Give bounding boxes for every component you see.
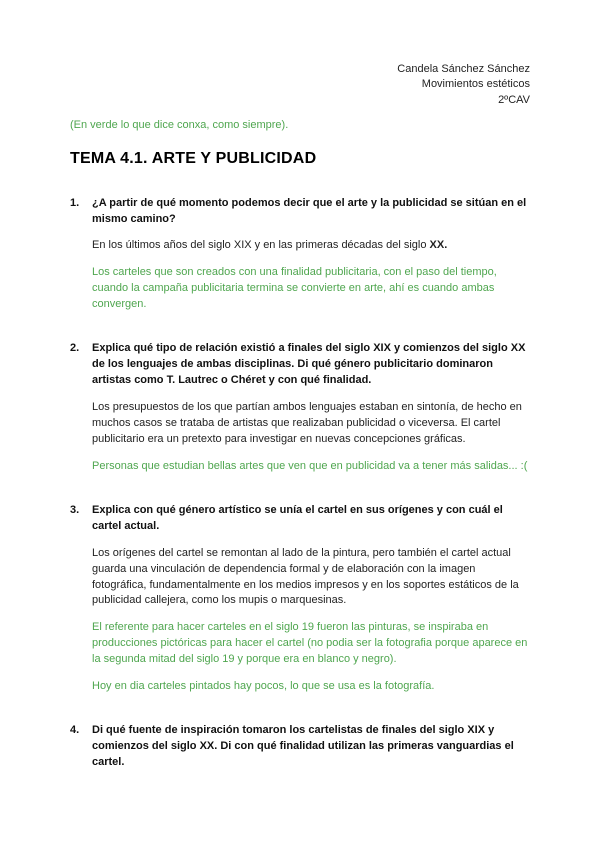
green-note: (En verde lo que dice conxa, como siempre). — [70, 119, 289, 132]
question-body — [92, 196, 530, 314]
question-item-3 — [70, 503, 530, 695]
question-number: 2. — [70, 342, 80, 355]
header-course: 2ºCAV — [498, 93, 530, 106]
green-answer-paragraph: El referente para hacer carteles en el siglo 19 fueron las pinturas, se inspiraba en producciones pictóricas para hacer el cartel (no podia ser la fotografia porque aparece en la segunda mitad del siglo 19 y porque era en blanco y negro). — [92, 621, 528, 666]
answer-paragraph: Los orígenes del cartel se remontan al lado de la pintura, pero también el cartel actual guarda una vinculación de dependencia formal y de elaboración con la imagen fotográfica, fundamentalmente en los medios impresos y en los soportes estáticos de la publicidad callejera, como los mupis o marquesinas. — [92, 546, 519, 607]
questions-list — [70, 196, 530, 771]
question-item-4 — [70, 723, 530, 771]
question-item-2 — [70, 341, 530, 475]
question-body — [92, 503, 530, 695]
question-number: 4. — [70, 724, 80, 737]
green-answer-paragraph: Hoy en dia carteles pintados hay pocos, lo que se usa es la fotografía. — [92, 680, 435, 693]
header-author: Candela Sánchez Sánchez — [397, 63, 530, 75]
answer-text-bold: XX. — [429, 239, 448, 252]
answer-text: En los últimos años del siglo XIX y en las primeras décadas del siglo — [92, 239, 430, 252]
green-answer-paragraph: Los carteles que son creados con una finalidad publicitaria, con el paso del tiempo, cuando la campaña publicitaria termina se convierte en arte, ahí es cuando ambas convergen. — [92, 266, 497, 311]
document-header — [70, 62, 530, 108]
question-body — [92, 341, 530, 475]
question-body — [92, 723, 530, 771]
document-title: TEMA 4.1. ARTE Y PUBLICIDAD — [70, 149, 317, 167]
question-text: Explica con qué género artístico se unía el cartel en sus orígenes y con cuál el cartel actual. — [92, 503, 503, 532]
answer-paragraph — [92, 238, 530, 254]
green-answer-paragraph: Personas que estudian bellas artes que ven que en publicidad va a tener más salidas... :( — [92, 459, 528, 472]
question-text: ¿A partir de qué momento podemos decir que el arte y la publicidad se sitúan en el mismo camino? — [92, 196, 527, 225]
header-subject: Movimientos estéticos — [421, 78, 530, 91]
answer-paragraph: Los presupuestos de los que partían ambos lenguajes estaban en sintonía, de hecho en muchos casos se trataba de artistas que realizaban publicidad o viceversa. El cartel publicitario era un pretexto para investigar en nuevas concepciones gráficas. — [92, 401, 522, 445]
question-text: Di qué fuente de inspiración tomaron los cartelistas de finales del siglo XIX y comienzos del siglo XX. Di con qué finalidad utilizan las primeras vanguardias el cartel. — [92, 724, 514, 768]
question-number: 3. — [70, 503, 80, 516]
question-number: 1. — [70, 196, 80, 209]
question-text: Explica qué tipo de relación existió a finales del siglo XIX y comienzos del siglo XX de los lenguajes de ambas disciplinas. Di qué género publicitario dominaron artistas como T. Lautrec o Chéret y con qué finalidad. — [92, 342, 526, 387]
question-item-1 — [70, 196, 530, 314]
